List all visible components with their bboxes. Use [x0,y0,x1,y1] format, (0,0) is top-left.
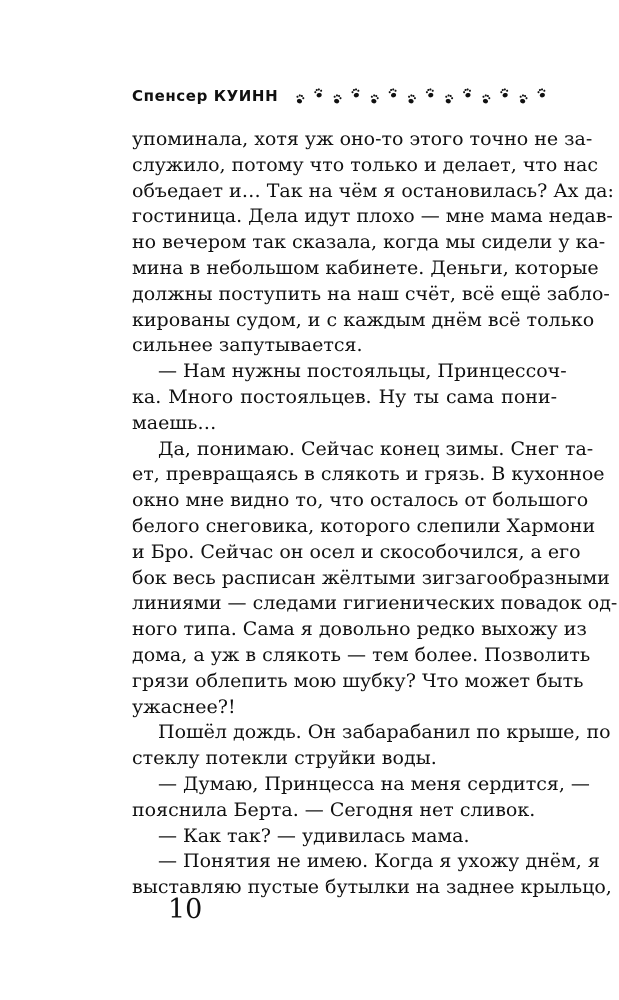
text-line: — Нам нужны постояльцы, Принцессоч- [158,360,567,383]
text-line: линиями — следами гигиенических повадок од- [132,592,618,615]
paragraph [132,359,567,436]
text-line: бок весь расписан жёлтыми зигзагообразными [132,566,610,589]
text-line: белого снеговика, которого слепили Хармони [132,514,596,537]
text-line: маешь… [132,411,217,434]
paragraph [132,720,611,772]
text-line: — Как так? — удивилась мама. [158,824,470,847]
paragraph [132,824,557,850]
text-line: — Думаю, Принцесса на меня сердится, — [158,772,590,795]
text-line: кированы судом, и с каждым днём всё только [132,308,595,331]
paw-print-icon [292,84,554,108]
text-line: гостиница. Дела идут плохо — мне мама недав- [132,205,613,228]
text-line: выставляю пустые бутылки на заднее крыльцо, [132,876,612,899]
text-line: окно мне видно то, что осталось от большого [132,489,589,512]
paw-print-icon [444,94,454,105]
paragraph [132,127,614,359]
paragraph [132,772,590,824]
paw-print-icon [407,94,417,105]
running-head [132,82,554,110]
paw-print-icon [500,88,510,99]
paw-print-icon [370,94,380,105]
paw-print-icon [481,94,491,105]
page-body-text [132,127,618,901]
paw-print-icon [351,88,361,99]
text-line: ужаснее?! [132,695,236,718]
text-line: но вечером так сказала, когда мы сидели у ка- [132,231,606,254]
paw-print-icon [425,88,435,99]
running-head-author: Спенсер КУИНН [132,87,279,105]
text-line: служило, потому что только и делает, что нас [132,153,599,176]
text-line: ет, превращаясь в слякоть и грязь. В кухонное [132,463,605,486]
text-line: объедает и… Так на чём я остановилась? Ах да: [132,179,614,202]
text-line: стеклу потекли струйки воды. [132,747,437,770]
paw-print-icon [518,94,528,105]
text-line: — Понятия не имею. Когда я ухожу днём, я [158,850,600,873]
text-line: пояснила Берта. — Сегодня нет сливок. [132,798,536,821]
paw-print-icon [295,94,305,105]
text-line: дома, а уж в слякоть — тем более. Позволить [132,643,591,666]
text-line: должны поступить на наш счёт, всё ещё забло- [132,282,610,305]
paw-print-icon [332,94,342,105]
text-line: Пошёл дождь. Он забарабанил по крыше, по [158,721,611,744]
text-line: сильнее запутывается. [132,334,363,357]
text-line: Да, понимаю. Сейчас конец зимы. Снег та- [158,437,594,460]
text-line: и Бро. Сейчас он осел и скособочился, а его [132,540,581,563]
paw-print-icon [388,88,398,99]
page-number: 10 [168,894,203,925]
text-line: упоминала, хотя уж оно-то этого точно не за- [132,128,593,150]
paw-print-icon [463,88,473,99]
text-line: грязи облепить мою шубку? Что может быть [132,669,584,692]
text-line: ка. Много постояльцев. Ну ты сама пони- [132,385,557,408]
paw-print-icon [314,88,324,99]
paragraph [132,437,618,721]
text-line: мина в небольшом кабинете. Деньги, которые [132,256,599,279]
paw-print-icon [537,88,547,99]
text-line: ного типа. Сама я довольно редко выхожу из [132,618,587,641]
